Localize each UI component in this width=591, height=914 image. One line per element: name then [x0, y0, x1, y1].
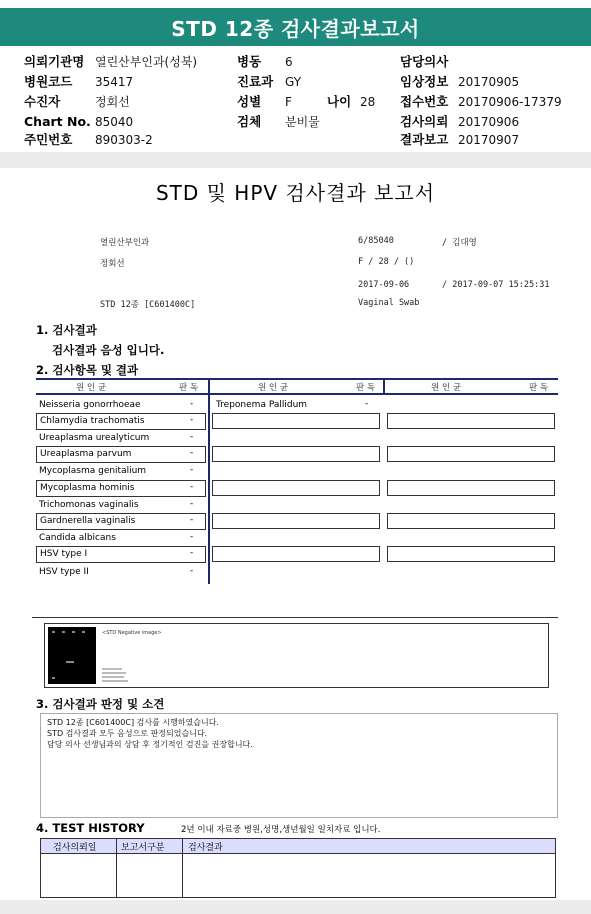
opinion-box: [40, 713, 558, 818]
gel-band: [52, 631, 55, 633]
organism-result: -: [190, 566, 194, 576]
organism-result: -: [190, 399, 194, 409]
history-col-divider: [182, 839, 183, 897]
empty-result-cell: [212, 546, 380, 562]
resident-no-value: 890303-2: [95, 133, 153, 147]
report-date-value: 20170907: [458, 133, 520, 147]
hospital-code-value: 35417: [95, 75, 134, 89]
organism-result: -: [190, 432, 194, 442]
report-patient: 정회선: [100, 259, 125, 269]
table-top-line: [36, 378, 558, 380]
report-sex-age: F / 28 / (): [358, 257, 415, 267]
table-header-line: [36, 393, 558, 395]
history-col-divider: [116, 839, 117, 897]
gel-band: [62, 631, 65, 633]
gel-band: [72, 631, 75, 633]
organism-result: -: [190, 482, 194, 492]
doctor-label: 담당의사: [400, 54, 449, 69]
age-label: 나이: [327, 94, 352, 109]
column-divider: [208, 378, 210, 584]
empty-result-cell: [387, 413, 555, 429]
sex-label: 성별: [237, 94, 262, 109]
empty-result-cell: [387, 480, 555, 496]
footer-band: [0, 900, 591, 914]
patient-label: 수진자: [24, 94, 61, 109]
empty-result-cell: [387, 513, 555, 529]
section3-title: 3. 검사결과 판정 및 소견: [36, 697, 165, 711]
gel-band: [52, 677, 55, 679]
gel-legend-line: [102, 680, 128, 682]
organism-result: -: [190, 415, 194, 425]
organism-row: Gardnerella vaginalis: [36, 513, 206, 530]
organism-row: Mycoplasma genitalium: [39, 466, 147, 476]
col1-org-header: 원 인 균: [76, 383, 107, 393]
section4-title: 4. TEST HISTORY: [36, 821, 145, 835]
age-value: 28: [360, 95, 376, 109]
history-col-result: 검사결과: [188, 843, 223, 853]
image-caption: <STD Negative image>: [102, 630, 162, 636]
organism-row: Chlamydia trachomatis: [36, 413, 206, 430]
result-table: [36, 378, 558, 584]
request-date-label: 검사의뢰: [400, 114, 449, 129]
organism-row: Mycoplasma hominis: [36, 480, 206, 497]
report-heading: STD 및 HPV 검사결과 보고서: [155, 181, 436, 205]
divider-band: [0, 152, 591, 168]
organism-result: -: [190, 465, 194, 475]
column-divider: [383, 378, 385, 393]
gel-legend-line: [102, 668, 122, 670]
gel-legend-line: [102, 672, 126, 674]
col3-org-header: 원 인 균: [431, 383, 462, 393]
empty-result-cell: [212, 446, 380, 462]
col2-judge-header: 판 독: [356, 383, 376, 393]
report-doctor: / 김대영: [442, 238, 477, 248]
organism-row: Trichomonas vaginalis: [39, 500, 139, 510]
report-specimen: Vaginal Swab: [358, 298, 420, 308]
gel-electrophoresis-image: [48, 627, 96, 684]
chart-no-value: 85040: [95, 115, 134, 129]
report-chart: 6/85040: [358, 236, 394, 246]
history-table: [40, 838, 556, 898]
opinion-line: STD 검사결과 모두 음성으로 판정되었습니다.: [47, 729, 208, 738]
report-date-label: 결과보고: [400, 132, 449, 147]
history-table-header: [41, 839, 555, 854]
organism-row: Candida albicans: [39, 533, 116, 543]
gel-band: [82, 631, 85, 633]
page-title: STD 12종 검사결과보고서: [171, 16, 420, 41]
report-test-code: STD 12종 [C601400C]: [100, 300, 196, 310]
col3-judge-header: 판 독: [529, 383, 549, 393]
history-note: 2년 이내 자료중 병원,성명,생년월일 일치자료 입니다.: [181, 825, 381, 835]
organism-result: -: [365, 399, 369, 409]
history-col-report-type: 보고서구분: [121, 843, 165, 853]
organism-result: -: [190, 515, 194, 525]
history-col-request-date: 검사의뢰일: [53, 843, 97, 853]
receipt-no-value: 20170906-17379: [458, 95, 562, 109]
resident-no-label: 주민번호: [24, 132, 73, 147]
sex-value: F: [285, 95, 292, 109]
clinical-info-label: 임상정보: [400, 74, 449, 89]
organism-row: Ureaplasma parvum: [36, 446, 206, 463]
ward-label: 병동: [237, 54, 262, 69]
organism-result: -: [190, 499, 194, 509]
report-hospital: 열린산부인과: [100, 238, 150, 248]
col2-org-header: 원 인 균: [258, 383, 289, 393]
clinical-info-value: 20170905: [458, 75, 520, 89]
receipt-no-label: 접수번호: [400, 94, 449, 109]
report-title-bar: [0, 8, 591, 46]
gel-image-frame: [44, 623, 549, 688]
empty-result-cell: [387, 546, 555, 562]
gel-band: [66, 661, 74, 663]
opinion-line: STD 12종 [C601400C] 검사를 시행하였습니다.: [47, 718, 219, 727]
section-divider: [32, 617, 558, 618]
report-received-date: 2017-09-06: [358, 280, 410, 290]
organism-result: -: [190, 532, 194, 542]
empty-result-cell: [212, 513, 380, 529]
organism-row: HSV type I: [36, 546, 206, 563]
organism-result: -: [190, 548, 194, 558]
organism-result: -: [190, 448, 194, 458]
col1-judge-header: 판 독: [179, 383, 199, 393]
ward-value: 6: [285, 55, 293, 69]
chart-no-label: Chart No.: [24, 114, 91, 129]
organism-row: Neisseria gonorrhoeae: [39, 400, 141, 410]
department-value: GY: [285, 75, 302, 89]
section1-title: 1. 검사결과: [36, 323, 97, 337]
organism-row: Treponema Pallidum: [216, 400, 308, 410]
section2-title: 2. 검사항목 및 결과: [36, 363, 139, 377]
report-reported-date: / 2017-09-07 15:25:31: [442, 280, 550, 290]
empty-result-cell: [212, 413, 380, 429]
gel-legend-line: [102, 676, 124, 678]
organism-row: Ureaplasma urealyticum: [39, 433, 150, 443]
patient-value: 정회선: [95, 95, 130, 109]
request-date-value: 20170906: [458, 115, 520, 129]
specimen-label: 검체: [237, 114, 262, 129]
empty-result-cell: [212, 480, 380, 496]
hospital-label: 의뢰기관명: [24, 54, 85, 69]
hospital-code-label: 병원코드: [24, 74, 73, 89]
section1-result-text: 검사결과 음성 입니다.: [52, 343, 165, 357]
hospital-value: 열린산부인과(성북): [95, 55, 198, 69]
empty-result-cell: [387, 446, 555, 462]
specimen-value: 분비물: [285, 115, 320, 129]
organism-row: HSV type II: [39, 567, 89, 577]
opinion-line: 담당 의사 선생님과의 상담 후 정기적인 검진을 권장합니다.: [47, 740, 253, 749]
department-label: 진료과: [237, 74, 274, 89]
